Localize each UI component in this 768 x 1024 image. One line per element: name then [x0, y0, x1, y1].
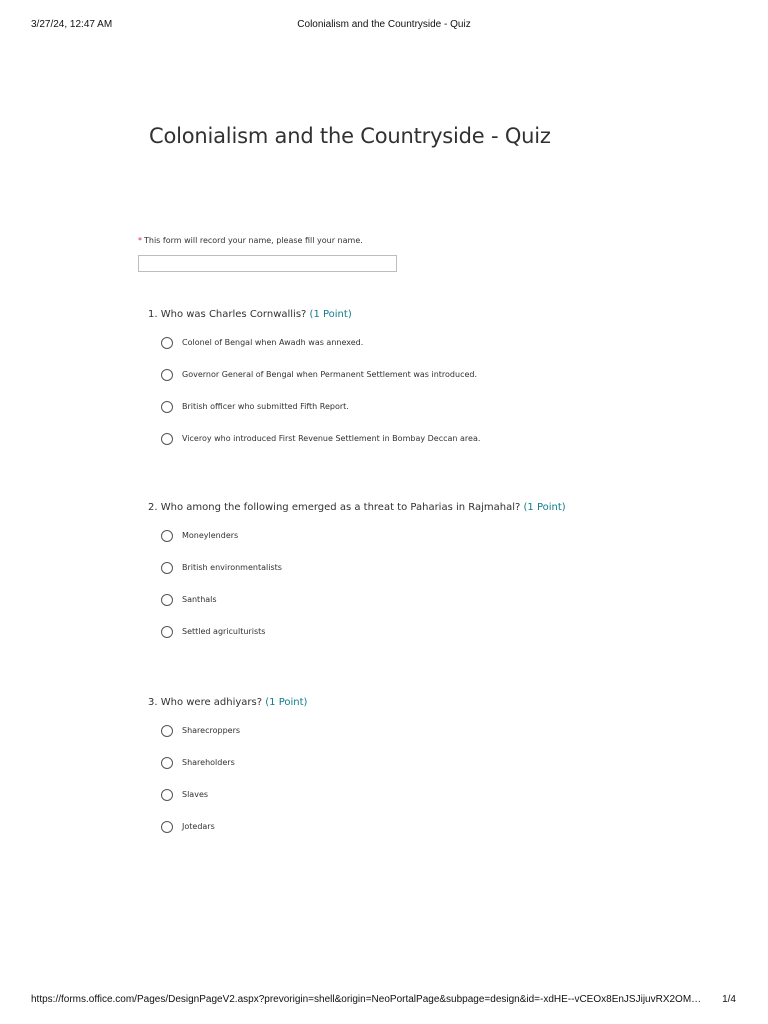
option-item[interactable]: [148, 530, 728, 562]
option-label: Sharecroppers: [182, 726, 241, 735]
option-label: British officer who submitted Fifth Report.: [182, 402, 349, 411]
question-title: [148, 500, 728, 516]
option-item[interactable]: [148, 337, 728, 369]
page-number: 1/4: [722, 994, 736, 1005]
question-title: [148, 307, 728, 323]
name-input[interactable]: [138, 255, 397, 272]
option-item[interactable]: [148, 789, 728, 821]
name-prompt: [138, 236, 363, 245]
radio-icon[interactable]: [161, 369, 173, 381]
print-url: https://forms.office.com/Pages/DesignPageV2.aspx?prevorigin=shell&origin=NeoPortalPage&subpage=design&id=-xdHE--vCEOx8EnJSJijuvRX2OM…: [31, 994, 702, 1005]
option-item[interactable]: [148, 562, 728, 594]
option-item[interactable]: [148, 725, 728, 757]
options-list: [148, 725, 728, 853]
radio-icon[interactable]: [161, 594, 173, 606]
option-label: Shareholders: [182, 758, 235, 767]
name-prompt-text: This form will record your name, please fill your name.: [144, 236, 363, 245]
option-label: Settled agriculturists: [182, 627, 266, 636]
option-item[interactable]: [148, 757, 728, 789]
option-item[interactable]: [148, 369, 728, 401]
question-text: 1. Who was Charles Cornwallis?: [148, 309, 307, 320]
radio-icon[interactable]: [161, 626, 173, 638]
option-item[interactable]: [148, 433, 728, 465]
option-item[interactable]: [148, 401, 728, 433]
print-header: [0, 19, 768, 33]
radio-icon[interactable]: [161, 821, 173, 833]
question-3: [148, 695, 728, 853]
option-label: Colonel of Bengal when Awadh was annexed.: [182, 338, 364, 347]
question-title: [148, 695, 728, 711]
radio-icon[interactable]: [161, 725, 173, 737]
question-text: 2. Who among the following emerged as a threat to Paharias in Rajmahal?: [148, 502, 521, 513]
question-1: [148, 307, 728, 465]
print-document-title: Colonialism and the Countryside - Quiz: [297, 19, 471, 30]
option-label: Governor General of Bengal when Permanent Settlement was introduced.: [182, 370, 478, 379]
option-label: Jotedars: [182, 822, 215, 831]
question-points: (1 Point): [309, 309, 352, 320]
option-label: Santhals: [182, 595, 217, 604]
radio-icon[interactable]: [161, 337, 173, 349]
radio-icon[interactable]: [161, 530, 173, 542]
print-footer: [0, 994, 768, 1008]
options-list: [148, 337, 728, 465]
option-label: Moneylenders: [182, 531, 239, 540]
option-item[interactable]: [148, 821, 728, 853]
question-points: (1 Point): [265, 697, 308, 708]
print-date: 3/27/24, 12:47 AM: [31, 19, 113, 30]
options-list: [148, 530, 728, 658]
form-title: Colonialism and the Countryside - Quiz: [149, 124, 551, 148]
question-2: [148, 500, 728, 658]
option-label: Viceroy who introduced First Revenue Settlement in Bombay Deccan area.: [182, 434, 481, 443]
required-marker: *: [138, 236, 142, 245]
question-text: 3. Who were adhiyars?: [148, 697, 263, 708]
radio-icon[interactable]: [161, 562, 173, 574]
question-points: (1 Point): [523, 502, 566, 513]
radio-icon[interactable]: [161, 433, 173, 445]
option-item[interactable]: [148, 594, 728, 626]
radio-icon[interactable]: [161, 757, 173, 769]
option-label: British environmentalists: [182, 563, 282, 572]
radio-icon[interactable]: [161, 789, 173, 801]
radio-icon[interactable]: [161, 401, 173, 413]
option-item[interactable]: [148, 626, 728, 658]
option-label: Slaves: [182, 790, 209, 799]
